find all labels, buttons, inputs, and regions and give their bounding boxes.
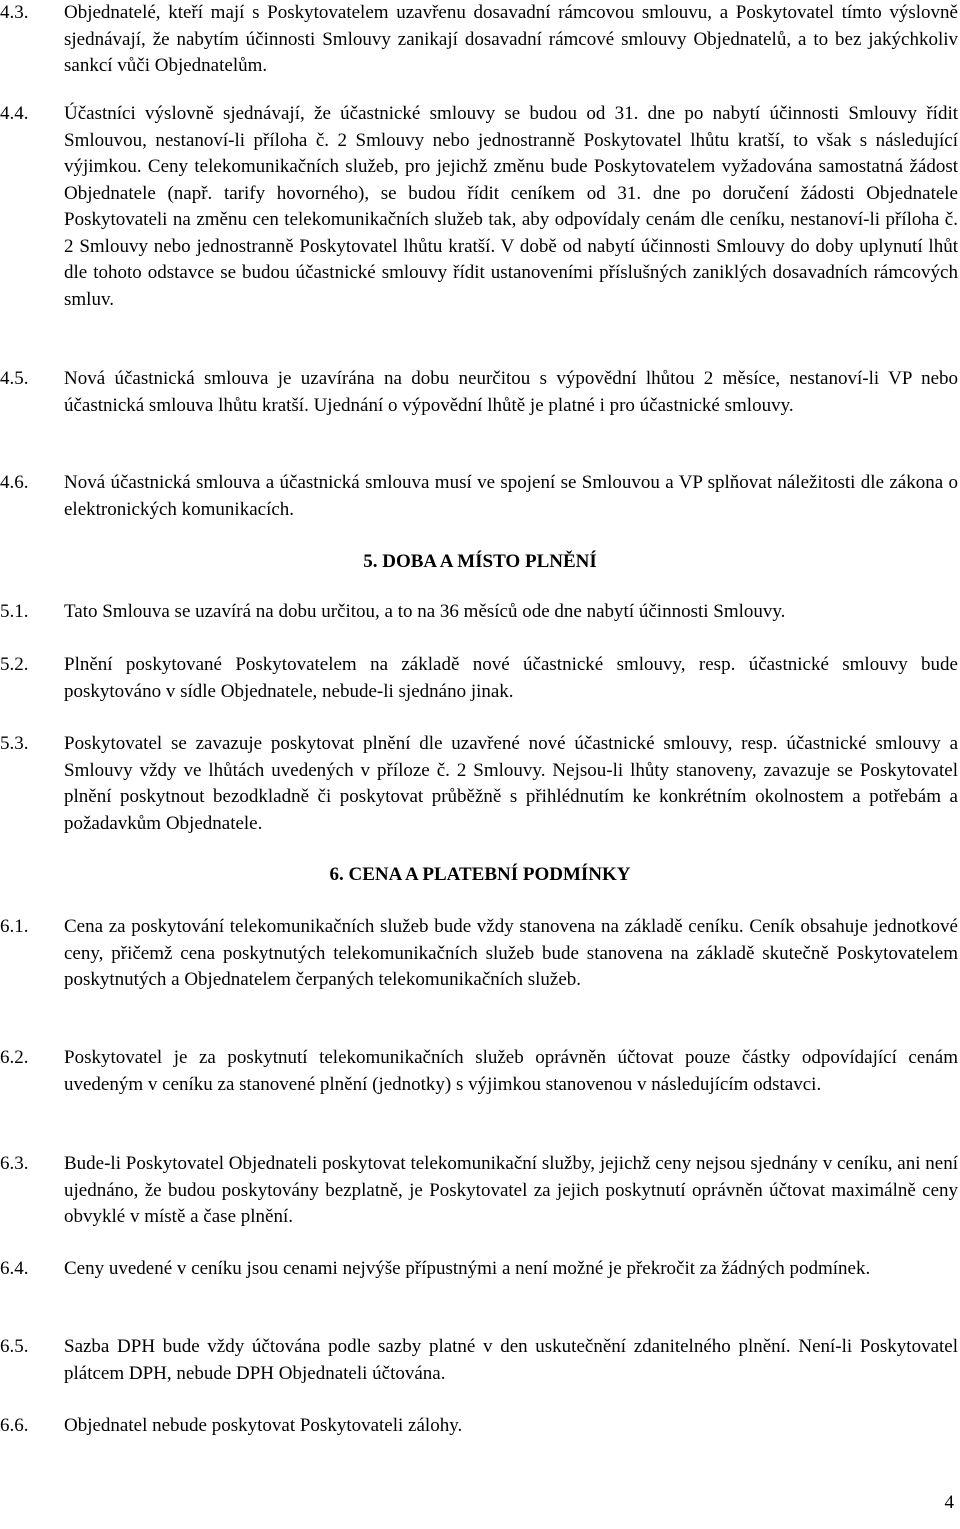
clause-text: Ceny uvedené v ceníku jsou cenami nejvýše přípustnými a není možné je překročit za žádných podmínek. — [64, 1258, 871, 1279]
section-heading-5: 5. DOBA A MÍSTO PLNĚNÍ — [363, 551, 597, 572]
clause-text: Bude-li Poskytovatel Objednateli poskytovat telekomunikační služby, jejichž ceny nejsou sjednány v ceníku, ani není ujednáno, že budou poskytovány bezplatně, je Poskytovatel za jejich poskytnutí oprávněn účtovat maximálně ceny obvyklé v místě a čase plnění. — [64, 1153, 958, 1227]
clause-text: Nová účastnická smlouva je uzavírána na dobu neurčitou s výpovědní lhůtou 2 měsíce, nestanoví-li VP nebo účastnická smlouva lhůtu kratší. Ujednání o výpovědní lhůtě je platné i pro účastnické smlouvy. — [64, 368, 958, 416]
clause-6-1 — [0, 914, 958, 994]
clause-number: 6.3. — [0, 1153, 29, 1174]
page-number: 4 — [944, 1492, 954, 1513]
clause-number: 5.2. — [0, 654, 29, 675]
clause-number: 5.1. — [0, 601, 29, 622]
clause-number: 4.5. — [0, 368, 29, 389]
clause-4-4 — [0, 101, 958, 313]
clause-text: Účastníci výslovně sjednávají, že účastnické smlouvy se budou od 31. dne po nabytí účinnosti Smlouvy řídit Smlouvou, nestanoví-li příloha č. 2 Smlouvy nebo jednostranně Poskytovatel lhůtu kratší, to však s následující výjimkou. Ceny telekomunikačních služeb, pro jejichž změnu bude Poskytovatelem vyžadována samostatná žádost Objednatele (např. tarify hovorného), se budou řídit ceníkem od 31. dne po doručení žádosti Objednatele Poskytovateli na změnu cen telekomunikačních služeb tak, aby odpovídaly cenám dle ceníku, nestanoví-li příloha č. 2 Smlouvy nebo jednostranně Poskytovatel lhůtu kratší. V době od nabytí účinnosti Smlouvy do doby uplynutí lhůt dle tohoto odstavce se budou účastnické smlouvy řídit ustanoveními příslušných zaniklých dosavadních rámcových smluv. — [64, 103, 958, 310]
clause-5-3 — [0, 731, 958, 837]
clause-5-1 — [0, 599, 958, 626]
clause-4-5 — [0, 366, 958, 419]
clause-4-6 — [0, 470, 958, 523]
clause-number: 6.1. — [0, 916, 29, 937]
clause-text: Objednatelé, kteří mají s Poskytovatelem uzavřenu dosavadní rámcovou smlouvu, a Poskytovatel tímto výslovně sjednávají, že nabytím účinnosti Smlouvy zanikají dosavadní rámcové smlouvy Objednatelů, a to bez jakýchkoliv sankcí vůči Objednatelům. — [64, 2, 958, 76]
clause-6-2 — [0, 1045, 958, 1098]
clause-text: Poskytovatel je za poskytnutí telekomunikačních služeb oprávněn účtovat pouze částky odpovídající cenám uvedeným v ceníku za stanovené plnění (jednotky) s výjimkou stanovenou v následujícím odstavci. — [64, 1047, 958, 1095]
clause-number: 6.6. — [0, 1415, 29, 1436]
section-heading-6: 6. CENA A PLATEBNÍ PODMÍNKY — [329, 864, 631, 885]
clause-text: Objednatel nebude poskytovat Poskytovateli zálohy. — [64, 1415, 463, 1436]
clause-text: Tato Smlouva se uzavírá na dobu určitou, a to na 36 měsíců ode dne nabytí účinnosti Smlouvy. — [64, 601, 786, 622]
clause-number: 6.2. — [0, 1047, 29, 1068]
clause-number: 4.3. — [0, 2, 29, 23]
clause-6-4 — [0, 1256, 958, 1283]
clause-number: 4.4. — [0, 103, 29, 124]
clause-text: Cena za poskytování telekomunikačních služeb bude vždy stanovena na základě ceníku. Ceník obsahuje jednotkové ceny, přičemž cena poskytnutých telekomunikačních služeb bude stanovena na základě skutečně Poskytovatelem poskytnutých a Objednatelem čerpaných telekomunikačních služeb. — [64, 916, 958, 990]
clause-number: 4.6. — [0, 472, 29, 493]
clause-text: Plnění poskytované Poskytovatelem na základě nové účastnické smlouvy, resp. účastnické smlouvy bude poskytováno v sídle Objednatele, nebude-li sjednáno jinak. — [64, 654, 958, 702]
clause-number: 6.5. — [0, 1336, 29, 1357]
clause-6-5 — [0, 1334, 958, 1387]
clause-5-2 — [0, 652, 958, 705]
clause-text: Poskytovatel se zavazuje poskytovat plnění dle uzavřené nové účastnické smlouvy, resp. účastnické smlouvy a Smlouvy vždy ve lhůtách uvedených v příloze č. 2 Smlouvy. Nejsou-li lhůty stanoveny, zavazuje se Poskytovatel plnění poskytnout bezodkladně či poskytovat průběžně s přihlédnutím ke konkrétním okolnostem a potřebám a požadavkům Objednatele. — [64, 733, 958, 834]
clause-6-6 — [0, 1413, 958, 1440]
clause-number: 6.4. — [0, 1258, 29, 1279]
clause-number: 5.3. — [0, 733, 29, 754]
clause-4-3 — [0, 0, 958, 80]
clause-text: Nová účastnická smlouva a účastnická smlouva musí ve spojení se Smlouvou a VP splňovat náležitosti dle zákona o elektronických komunikacích. — [64, 472, 958, 520]
clause-text: Sazba DPH bude vždy účtována podle sazby platné v den uskutečnění zdanitelného plnění. Není-li Poskytovatel plátcem DPH, nebude DPH Objednateli účtována. — [64, 1336, 958, 1384]
clause-6-3 — [0, 1151, 958, 1231]
